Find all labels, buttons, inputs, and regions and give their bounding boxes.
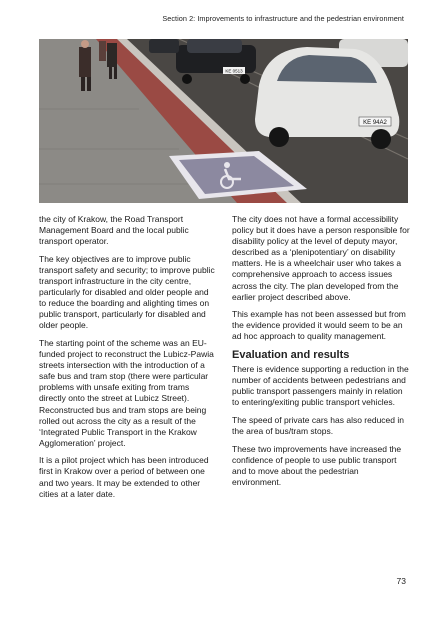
right-text-column [232,214,410,494]
pedestrian [87,77,91,91]
paragraph: It is a pilot project which has been introduced first in Krakow over a period of between one and two years. It may be extended to other cities at a later date. [39,455,209,499]
pedestrian [81,40,89,48]
paragraph: These two improvements have increased the confidence of people to use public transport and to move about the pedestrian environment. [232,443,402,487]
wheel [240,74,250,84]
pedestrian [81,77,85,91]
paragraph: The starting point of the scheme was an EU-funded project to reconstruct the Lubicz-Pawia streets intersection with the introduction of a safe bus and tram stop (there were particular problems with unsafe exiting from trams directly onto the street at Lubicz Street). Reconstructed bus and tram stops are being rolled out across the city as a result of the ‘Integrated Public Transport in the Krakow Agglomeration’ project. [39,337,214,448]
pedestrian [79,47,91,77]
street-scene-illustration [39,39,408,203]
paragraph: The speed of private cars has also reduced in the area of bus/tram stops. [232,414,404,436]
wheel [269,127,289,147]
left-text-column [39,214,217,506]
license-plate-text: KE 94A2 [363,120,387,126]
street-photo [39,39,408,203]
wheel [371,129,391,149]
wheelchair-icon [224,162,230,168]
pedestrian [107,43,117,67]
license-plate-text: KE 0513 [225,68,243,74]
pedestrian [99,41,106,61]
car-window [187,39,242,53]
paragraph: The city does not have a formal accessibility policy but it does have a person responsible for disability policy at the level of deputy mayor, described as a ‘plenipotentiary’ on disability matters. He is a wheelchair user who takes a comprehensive approach to access issues across the city. The plan developed from the earlier project described above. [232,214,410,302]
pedestrian [114,67,117,79]
paragraph: the city of Krakow, the Road Transport Management Board and the local public transport operator. [39,214,189,247]
car-background [149,39,179,53]
paragraph: The key objectives are to improve public transport safety and security; to improve public transport infrastructure in the city centre, particularly for disabled and older people and to reduce the boarding and alighting times on public transport, particularly for disabled and older people. [39,253,215,331]
pedestrian [109,67,112,79]
page-number: 73 [396,576,406,586]
paragraph: There is evidence supporting a reduction in the number of accidents between pedestrians and public transport passengers mainly in relation to entering/exiting public transport vehicles. [232,364,409,408]
section-heading: Evaluation and results [232,349,350,362]
section-header: Section 2: Improvements to infrastructure and the pedestrian environment [162,14,404,23]
wheel [182,74,192,84]
paragraph: This example has not been assessed but from the evidence provided it would seem to be an ad hoc approach to quality management. [232,309,406,342]
